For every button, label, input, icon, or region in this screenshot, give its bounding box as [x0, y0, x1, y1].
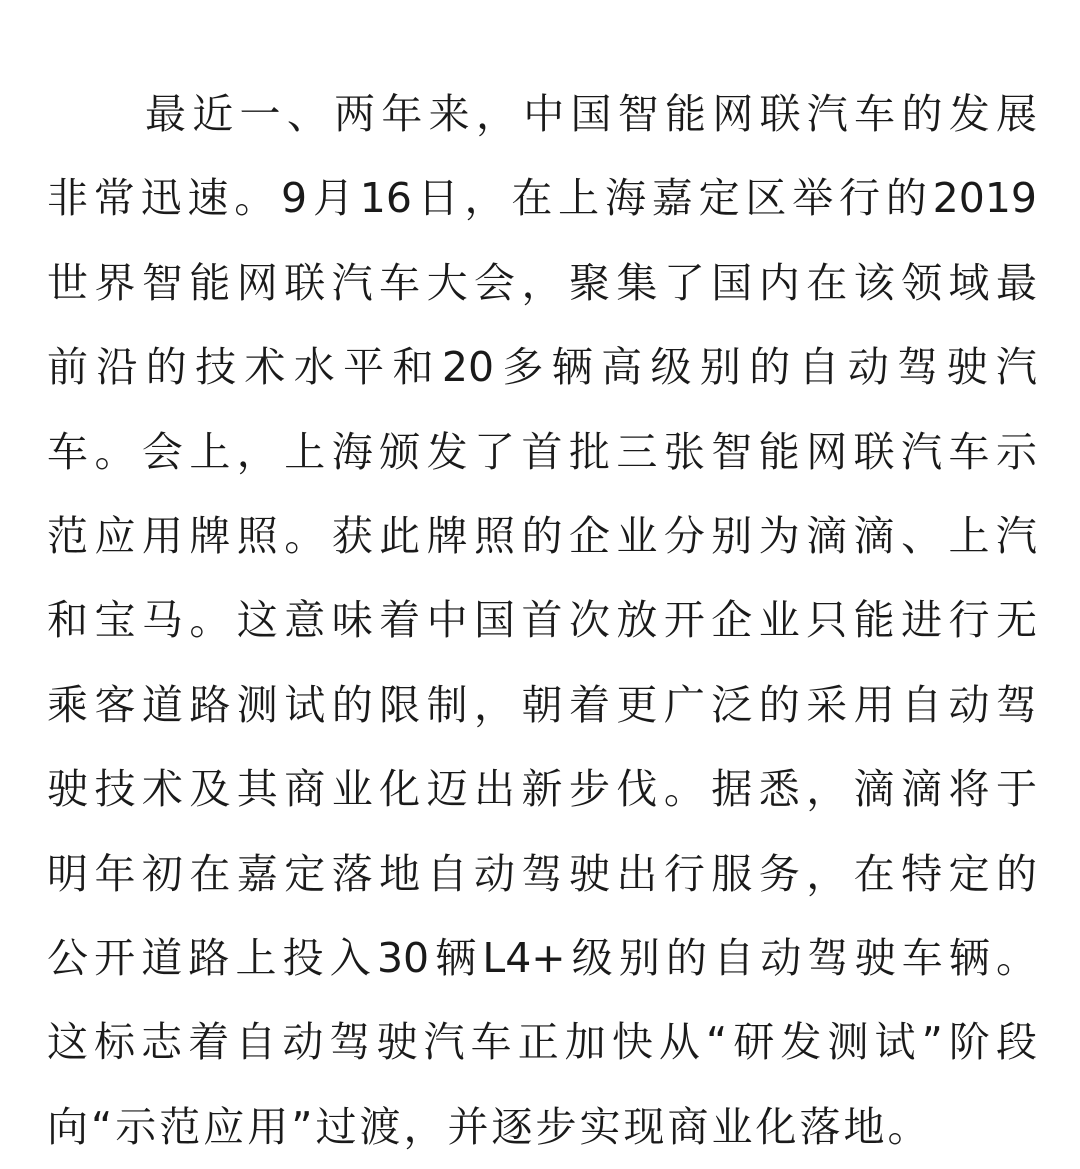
text-line: 向“示范应用”过渡，并逐步实现商业化落地。	[47, 1102, 932, 1151]
text-line: 公开道路上投入30辆L4+级别的自动驾驶车辆。	[47, 933, 1037, 982]
text-line: 前沿的技术水平和20多辆高级别的自动驾驶汽	[47, 343, 1037, 392]
article-paragraph	[47, 72, 1037, 1169]
text-line: 世界智能网联汽车大会，聚集了国内在该领域最	[47, 258, 1037, 307]
text-line: 非常迅速。9月16日，在上海嘉定区举行的2019	[47, 174, 1037, 223]
text-line: 车。会上，上海颁发了首批三张智能网联汽车示	[47, 427, 1037, 476]
text-line: 范应用牌照。获此牌照的企业分别为滴滴、上汽	[47, 511, 1037, 560]
text-line: 这标志着自动驾驶汽车正加快从“研发测试”阶段	[47, 1018, 1037, 1067]
text-line: 乘客道路测试的限制，朝着更广泛的采用自动驾	[47, 680, 1037, 729]
text-line: 明年初在嘉定落地自动驾驶出行服务，在特定的	[47, 849, 1037, 898]
text-line: 驶技术及其商业化迈出新步伐。据悉，滴滴将于	[47, 765, 1037, 814]
text-line: 最近一、两年来，中国智能网联汽车的发展	[145, 90, 1037, 138]
text-line: 和宝马。这意味着中国首次放开企业只能进行无	[47, 596, 1037, 645]
